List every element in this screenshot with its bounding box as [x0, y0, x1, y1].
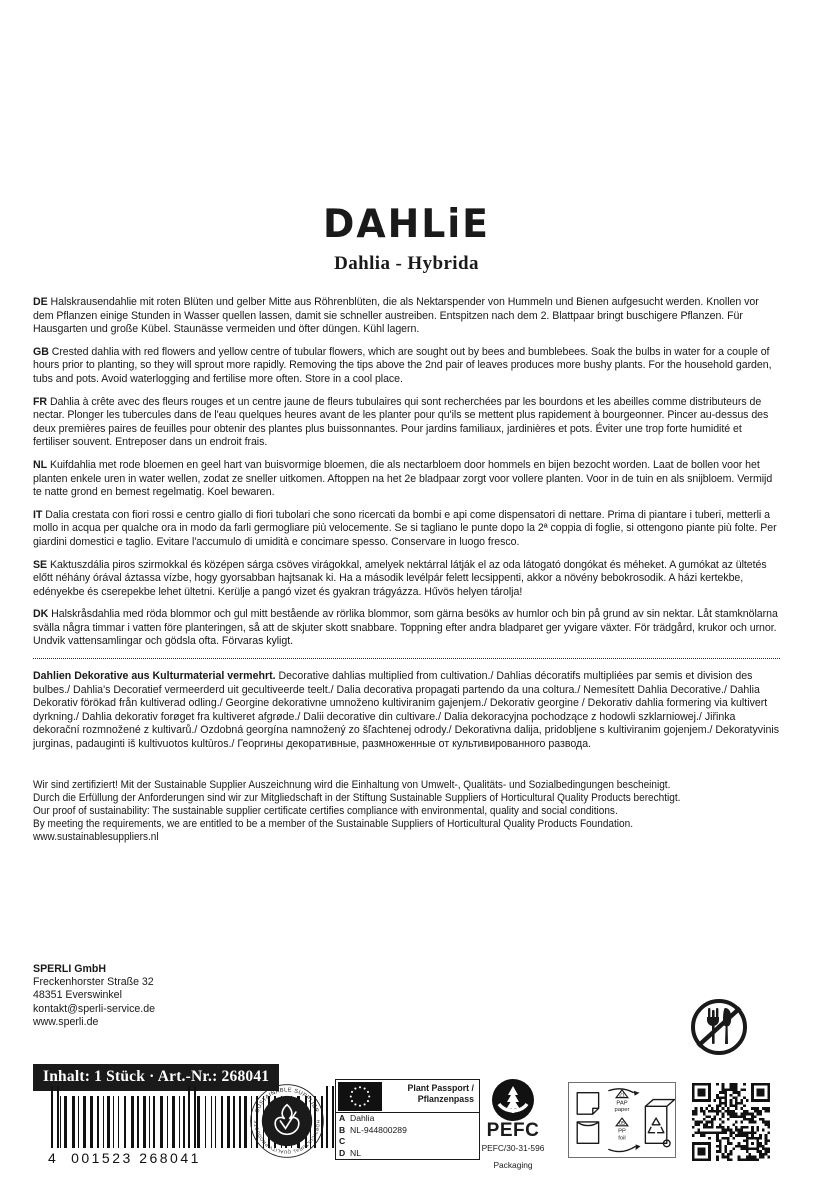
pefc-code: PEFC/30-31-596	[481, 1143, 545, 1153]
lang-text: Dahlia à crête avec des fleurs rouges et un centre jaune de fleurs tubulaires qui sont recherchées par les bourdons et les abeilles comme distributeurs de nectar. Plonger les tubercules dans de l'eau quelques heures avant de les planter pour qu'ils se mettent plus rapidement à bourgeonner. Pincer au-dessus des deux premières paires de feuilles pour obtenir des plantes plus buissonnantes. Pour jardins familiaux, jardinières et pots. Éviter une trop forte humidité et fertiliser souvent. Entreposer dans un endroit frais.	[33, 395, 769, 449]
pp-value: Dahlia	[350, 1113, 375, 1123]
plant-passport-row	[336, 1136, 479, 1148]
lang-code: DE	[33, 296, 48, 308]
svg-text:05: 05	[619, 1120, 625, 1127]
company-street: Freckenhorster Straße 32	[33, 976, 154, 989]
svg-text:SUSTAINABLE SUPPLIER: SUSTAINABLE SUPPLIER	[254, 1087, 320, 1114]
company-name: SPERLI GmbH	[33, 963, 106, 975]
sustainable-supplier-seal-icon	[250, 1084, 324, 1158]
qr-code-icon[interactable]	[692, 1083, 770, 1161]
sustainability-website[interactable]: www.sustainablesuppliers.nl	[33, 831, 159, 844]
content-badge: Inhalt: 1 Stück · Art.-Nr.: 268041	[33, 1064, 279, 1091]
sustainability-line: By meeting the requirements, we are entitled to be a member of the Sustainable Suppliers of Horticultural Quality Products Foundation.	[33, 818, 634, 831]
propagation-heading: Dahlien Dekorative aus Kulturmaterial vermehrt.	[33, 670, 276, 683]
plant-passport-rows	[336, 1112, 479, 1159]
lang-block-de	[33, 296, 780, 337]
svg-text:HORTICULTURAL QUALITY PRODUCTS: HORTICULTURAL QUALITY PRODUCTS	[253, 1120, 321, 1155]
plant-passport-row	[336, 1125, 479, 1137]
lang-block-nl	[33, 459, 780, 500]
lang-block-fr	[33, 396, 780, 450]
pp-value: NL	[350, 1147, 361, 1158]
language-descriptions	[33, 296, 780, 649]
sustainability-line: Our proof of sustainability: The sustainable supplier certificate certifies compliance with environmental, quality and social conditions.	[33, 805, 618, 818]
company-website[interactable]: www.sperli.de	[33, 1015, 99, 1028]
propagation-note	[33, 670, 780, 752]
svg-text:foil: foil	[618, 1135, 626, 1142]
lang-block-gb	[33, 346, 780, 387]
sustainability-line: Wir sind zertifiziert! Mit der Sustainable Supplier Auszeichnung wird die Einhaltung von Umwelt-, Qualitäts- und Sozialbedingungen bescheinigt.	[33, 778, 671, 791]
lang-code: NL	[33, 458, 48, 471]
sustainability-note	[33, 779, 780, 845]
lang-code: GB	[33, 345, 49, 358]
title-zone	[33, 0, 780, 275]
lang-code: SE	[33, 558, 48, 571]
lang-text: Halskrausendahlie mit roten Blüten und gelber Mitte aus Röhrenblüten, die als Nektarspender von Hummeln und Bienen aufgesucht werden. Knollen vor dem Pflanzen einige Stunden in Wasser quellen lassen, damit sie schneller austreiben. Entspitzen nach dem 2. Blattpaar bringt buschigere Pflanzen. Für Hausgarten und große Kübel. Staunässe vermeiden und öfter düngen. Kühl lagern.	[33, 296, 759, 336]
plant-passport-title-de: Pflanzenpass	[417, 1093, 474, 1104]
pp-value: NL-944800289	[350, 1124, 407, 1135]
no-food-contact-icon	[688, 996, 750, 1058]
pp-key: A	[339, 1113, 346, 1123]
lang-text: Crested dahlia with red flowers and yellow centre of tubular flowers, which are sought out by bees and bumblebees. Soak the bulbs in water for a couple of hours prior to planting, so they will sprout more rapidly. Removing the tips above the 2nd pair of leaves produces more bushy plants. For the household garden, tubs and pots. Avoid waterlogging and fertilise more often. Store in a cool place.	[33, 345, 772, 385]
lang-block-it	[33, 509, 780, 550]
botanical-name: Dahlia - Hybrida	[334, 253, 479, 274]
lang-block-dk	[33, 608, 780, 649]
lang-text: Kuifdahlia met rode bloemen en geel hart van buisvormige bloemen, die als nectarbloem door hommels en bijen bezocht worden. Laat de bollen voor het planten enkele uren in water wellen, zodat ze sneller uitkomen. Aftoppen na het 2e bladpaar zorgt voor vollere planten. Voor in de tuin en als snijbloem. Vermijd te natte grond en bemest regelmatig. Koel bewaren.	[33, 458, 773, 499]
plant-passport-title-en: Plant Passport /	[407, 1083, 474, 1093]
lang-code: FR	[33, 395, 48, 408]
lang-code: DK	[33, 608, 49, 621]
plant-passport-row	[336, 1148, 479, 1160]
pefc-wordmark: PEFC	[486, 1120, 540, 1141]
lang-block-se	[33, 559, 780, 600]
pefc-logo-icon	[491, 1078, 535, 1122]
pp-value	[350, 1136, 476, 1148]
company-city: 48351 Everswinkel	[33, 989, 122, 1002]
plant-passport	[335, 1079, 480, 1160]
plant-passport-row	[336, 1113, 479, 1125]
pp-key: B	[339, 1124, 346, 1135]
plant-passport-header	[336, 1080, 479, 1112]
svg-text:paper: paper	[614, 1107, 630, 1114]
pefc-certification	[470, 1078, 556, 1170]
lang-text: Kaktuszdália piros szirmokkal és középen sárga csöves virágokkal, amelyek nektárral látják el az oda látogató dongókat és méheket. A gumókat az ültetés előtt néhány órával áztassa vízbe, hogy gyorsabban hajtsanak ki. Ha a második levélpár felett lecsippenti, akkor a növény bebokrosodik. A házi kertekbe, edényekbe és cserepekbe lehet ültetni. Kerülje a pangó vizet és gyakran trágyázza. Hűvös helyen tárolja!	[33, 558, 767, 598]
barcode-digits: 4 001523 268041	[48, 1150, 201, 1166]
svg-text:PP: PP	[618, 1128, 626, 1135]
recycling-instructions-icon	[568, 1082, 676, 1158]
page-title: DAHLiE	[323, 202, 490, 247]
lang-code: IT	[33, 508, 43, 521]
sustainability-line: Durch die Erfüllung der Anforderungen sind wir zur Mitgliedschaft in der Stiftung Sustainable Suppliers of Horticultural Quality Products berechtigt.	[33, 791, 681, 804]
company-email[interactable]: kontakt@sperli-service.de	[33, 1002, 156, 1015]
svg-text:PAP: PAP	[616, 1100, 628, 1107]
lang-text: Dalia crestata con fiori rossi e centro giallo di fiori tubolari che sono ricercati da bombi e api come dispensatori di nettare. Prima di piantare i tuberi, metterli a mollo in acqua per qualche ora in modo da farli germogliare più velocemente. Se si tagliano le punte dopo la 2ª coppia di foglie, si ottengono piante più folte. Per giardini domestici e taglio. Evitare l'accumulo di umidità e concimare spesso. Conservare in luogo fresco.	[33, 508, 777, 548]
plant-passport-title	[382, 1082, 476, 1104]
pefc-caption: Packaging	[493, 1160, 533, 1170]
dotted-divider	[33, 658, 780, 659]
propagation-text: Decorative dahlias multiplied from cultivation./ Dahlias décoratifs multipliées par semis et division des bulbes./ Dahlia's Decoratief vermeerderd uit gecultiveerde teelt./ Dalia decorativa propagati partendo da una coltura./ Nemesített Dahlia Decorative./ Dahlia Dekorativ förökad från kultiverad odling./ Georgine dekorativne umnoženo kultiviranim gajenjem./ Dekorativ georgine / Dekorativ dahlia formering via kultivert dyrkning./ Dahlia dekorativ forøget fra kultiveret afgrøde./ Dalii decorative din cultivare./ Dalia dekoracyjna pochodzące z hodowli szklarniowej./ Jiřinka dekorační rozmnožené z kultivarů./ Ozdobná georgína namnožený zo šľachtenej odrody./ Dekorativna dalija, pridobljene s kultiviranim gojenjem./ Dekoratyvinis jurginas, padauginti iš kultivuotos kultūros./ Георгины декоративные, размноженные от культивированного разводa.	[33, 670, 779, 751]
company-address	[33, 963, 155, 1029]
pp-key: C	[339, 1136, 346, 1147]
svg-text:21: 21	[619, 1092, 625, 1099]
lang-text: Halskråsdahlia med röda blommor och gul mitt bestående av rörlika blommor, som gärna besöks av humlor och bin på grund av sin nektar. Låt stamknölarna svälla några timmar i vatten före planteringen, så att de skjuter skott snabbare. Toppning efter andra bladparet ger yvigare växter. För trädgård, krukor och urnor. Undvik vattensamlingar och gödsla ofta. Förvaras kyligt.	[33, 608, 778, 648]
pp-key: D	[339, 1147, 346, 1158]
eu-flag-icon	[338, 1082, 382, 1111]
